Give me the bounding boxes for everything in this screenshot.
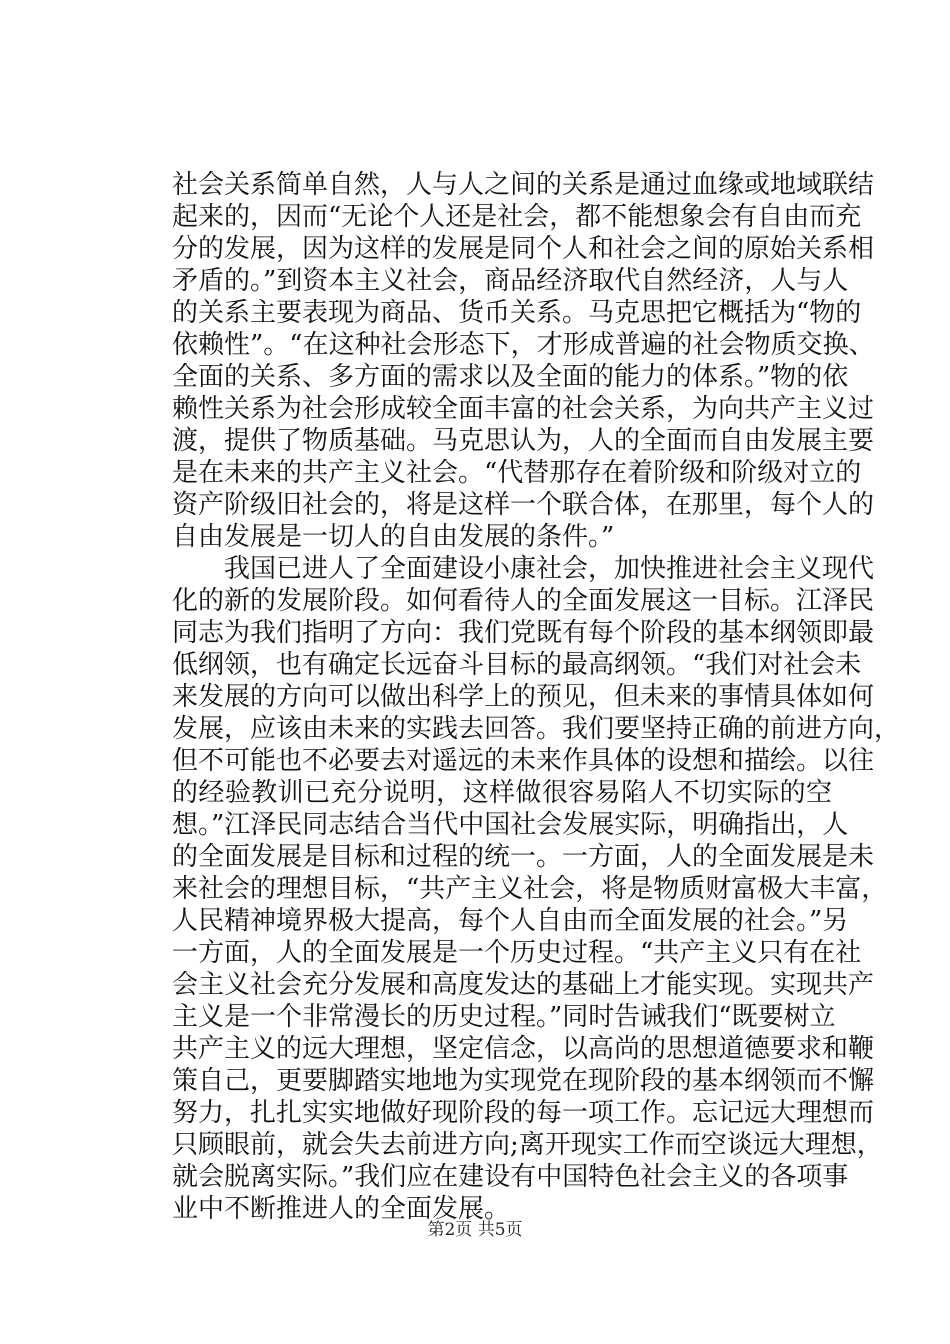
text-line: 起来的，因而“无论个人还是社会，都不能想象会有自由而充 (172, 202, 862, 232)
text-line: 一方面，人的全面发展是一个历史过程。“共产主义只有在社 (172, 938, 862, 968)
text-line: 的全面发展是目标和过程的统一。一方面，人的全面发展是未 (172, 842, 875, 872)
paragraph (172, 553, 901, 1225)
text-line: 会主义社会充分发展和高度发达的基础上才能实现。实现共产 (172, 970, 875, 1000)
text-line: 依赖性”。“在这种社会形态下，才形成普遍的社会物质交换、 (172, 330, 875, 360)
text-line: 但不可能也不必要去对遥远的未来作具体的设想和描绘。以往 (172, 746, 875, 776)
text-line: 赖性关系为社会形成较全面丰富的社会关系，为向共产主义过 (172, 394, 875, 424)
text-line: 只顾眼前，就会失去前进方向;离开现实工作而空谈远大理想， (172, 1130, 883, 1160)
text-line: 分的发展，因为这样的发展是同个人和社会之间的原始关系相 (172, 234, 875, 264)
text-line: 发展，应该由未来的实践去回答。我们要坚持正确的前进方向， (172, 714, 901, 744)
text-line: 共产主义的远大理想，坚定信念，以高尚的思想道德要求和鞭 (172, 1034, 875, 1064)
text-line: 渡，提供了物质基础。马克思认为，人的全面而自由发展主要 (172, 426, 875, 456)
text-line: 想。”江泽民同志结合当代中国社会发展实际，明确指出，人 (172, 810, 849, 840)
text-line: 就会脱离实际。”我们应在建设有中国特色社会主义的各项事 (172, 1162, 849, 1192)
text-line: 化的新的发展阶段。如何看待人的全面发展这一目标。江泽民 (172, 586, 875, 616)
text-line: 人民精神境界极大提高，每个人自由而全面发展的社会。”另 (172, 906, 849, 936)
text-line: 的关系主要表现为商品、货币关系。马克思把它概括为“物的 (172, 298, 862, 328)
text-line: 资产阶级旧社会的，将是这样一个联合体，在那里，每个人的 (172, 490, 875, 520)
text-line: 的经验教训已充分说明，这样做很容易陷人不切实际的空 (172, 778, 832, 808)
document-body (172, 169, 901, 1225)
text-line: 同志为我们指明了方向：我们党既有每个阶段的基本纲领即最 (172, 618, 875, 648)
text-line: 业中不断推进人的全面发展。 (172, 1194, 511, 1224)
text-line: 努力，扎扎实实地做好现阶段的每一项工作。忘记远大理想而 (172, 1098, 875, 1128)
text-line: 矛盾的。”到资本主义社会，商品经济取代自然经济，人与人 (172, 266, 849, 296)
text-line: 全面的关系、多方面的需求以及全面的能力的体系。”物的依 (172, 362, 849, 392)
page-footer: 第2页 共5页 (427, 1220, 523, 1240)
text-line: 社会关系简单自然，人与人之间的关系是通过血缘或地域联结 (172, 170, 875, 200)
text-line: 主义是一个非常漫长的历史过程。”同时告诫我们“既要树立 (172, 1002, 836, 1032)
paragraph (172, 169, 875, 553)
text-line: 策自己，更要脚踏实地地为实现党在现阶段的基本纲领而不懈 (172, 1066, 875, 1096)
text-line: 低纲领，也有确定长远奋斗目标的最高纲领。“我们对社会未 (172, 650, 862, 680)
text-line: 是在未来的共产主义社会。“代替那存在着阶级和阶级对立的 (172, 458, 862, 488)
text-line: 我国已进人了全面建设小康社会，加快推进社会主义现代 (172, 554, 875, 584)
text-line: 来社会的理想目标，“共产主义社会，将是物质财富极大丰富， (172, 874, 888, 904)
text-line: 来发展的方向可以做出科学上的预见，但未来的事情具体如何 (172, 682, 875, 712)
text-line: 自由发展是一切人的自由发展的条件。” (172, 522, 615, 552)
